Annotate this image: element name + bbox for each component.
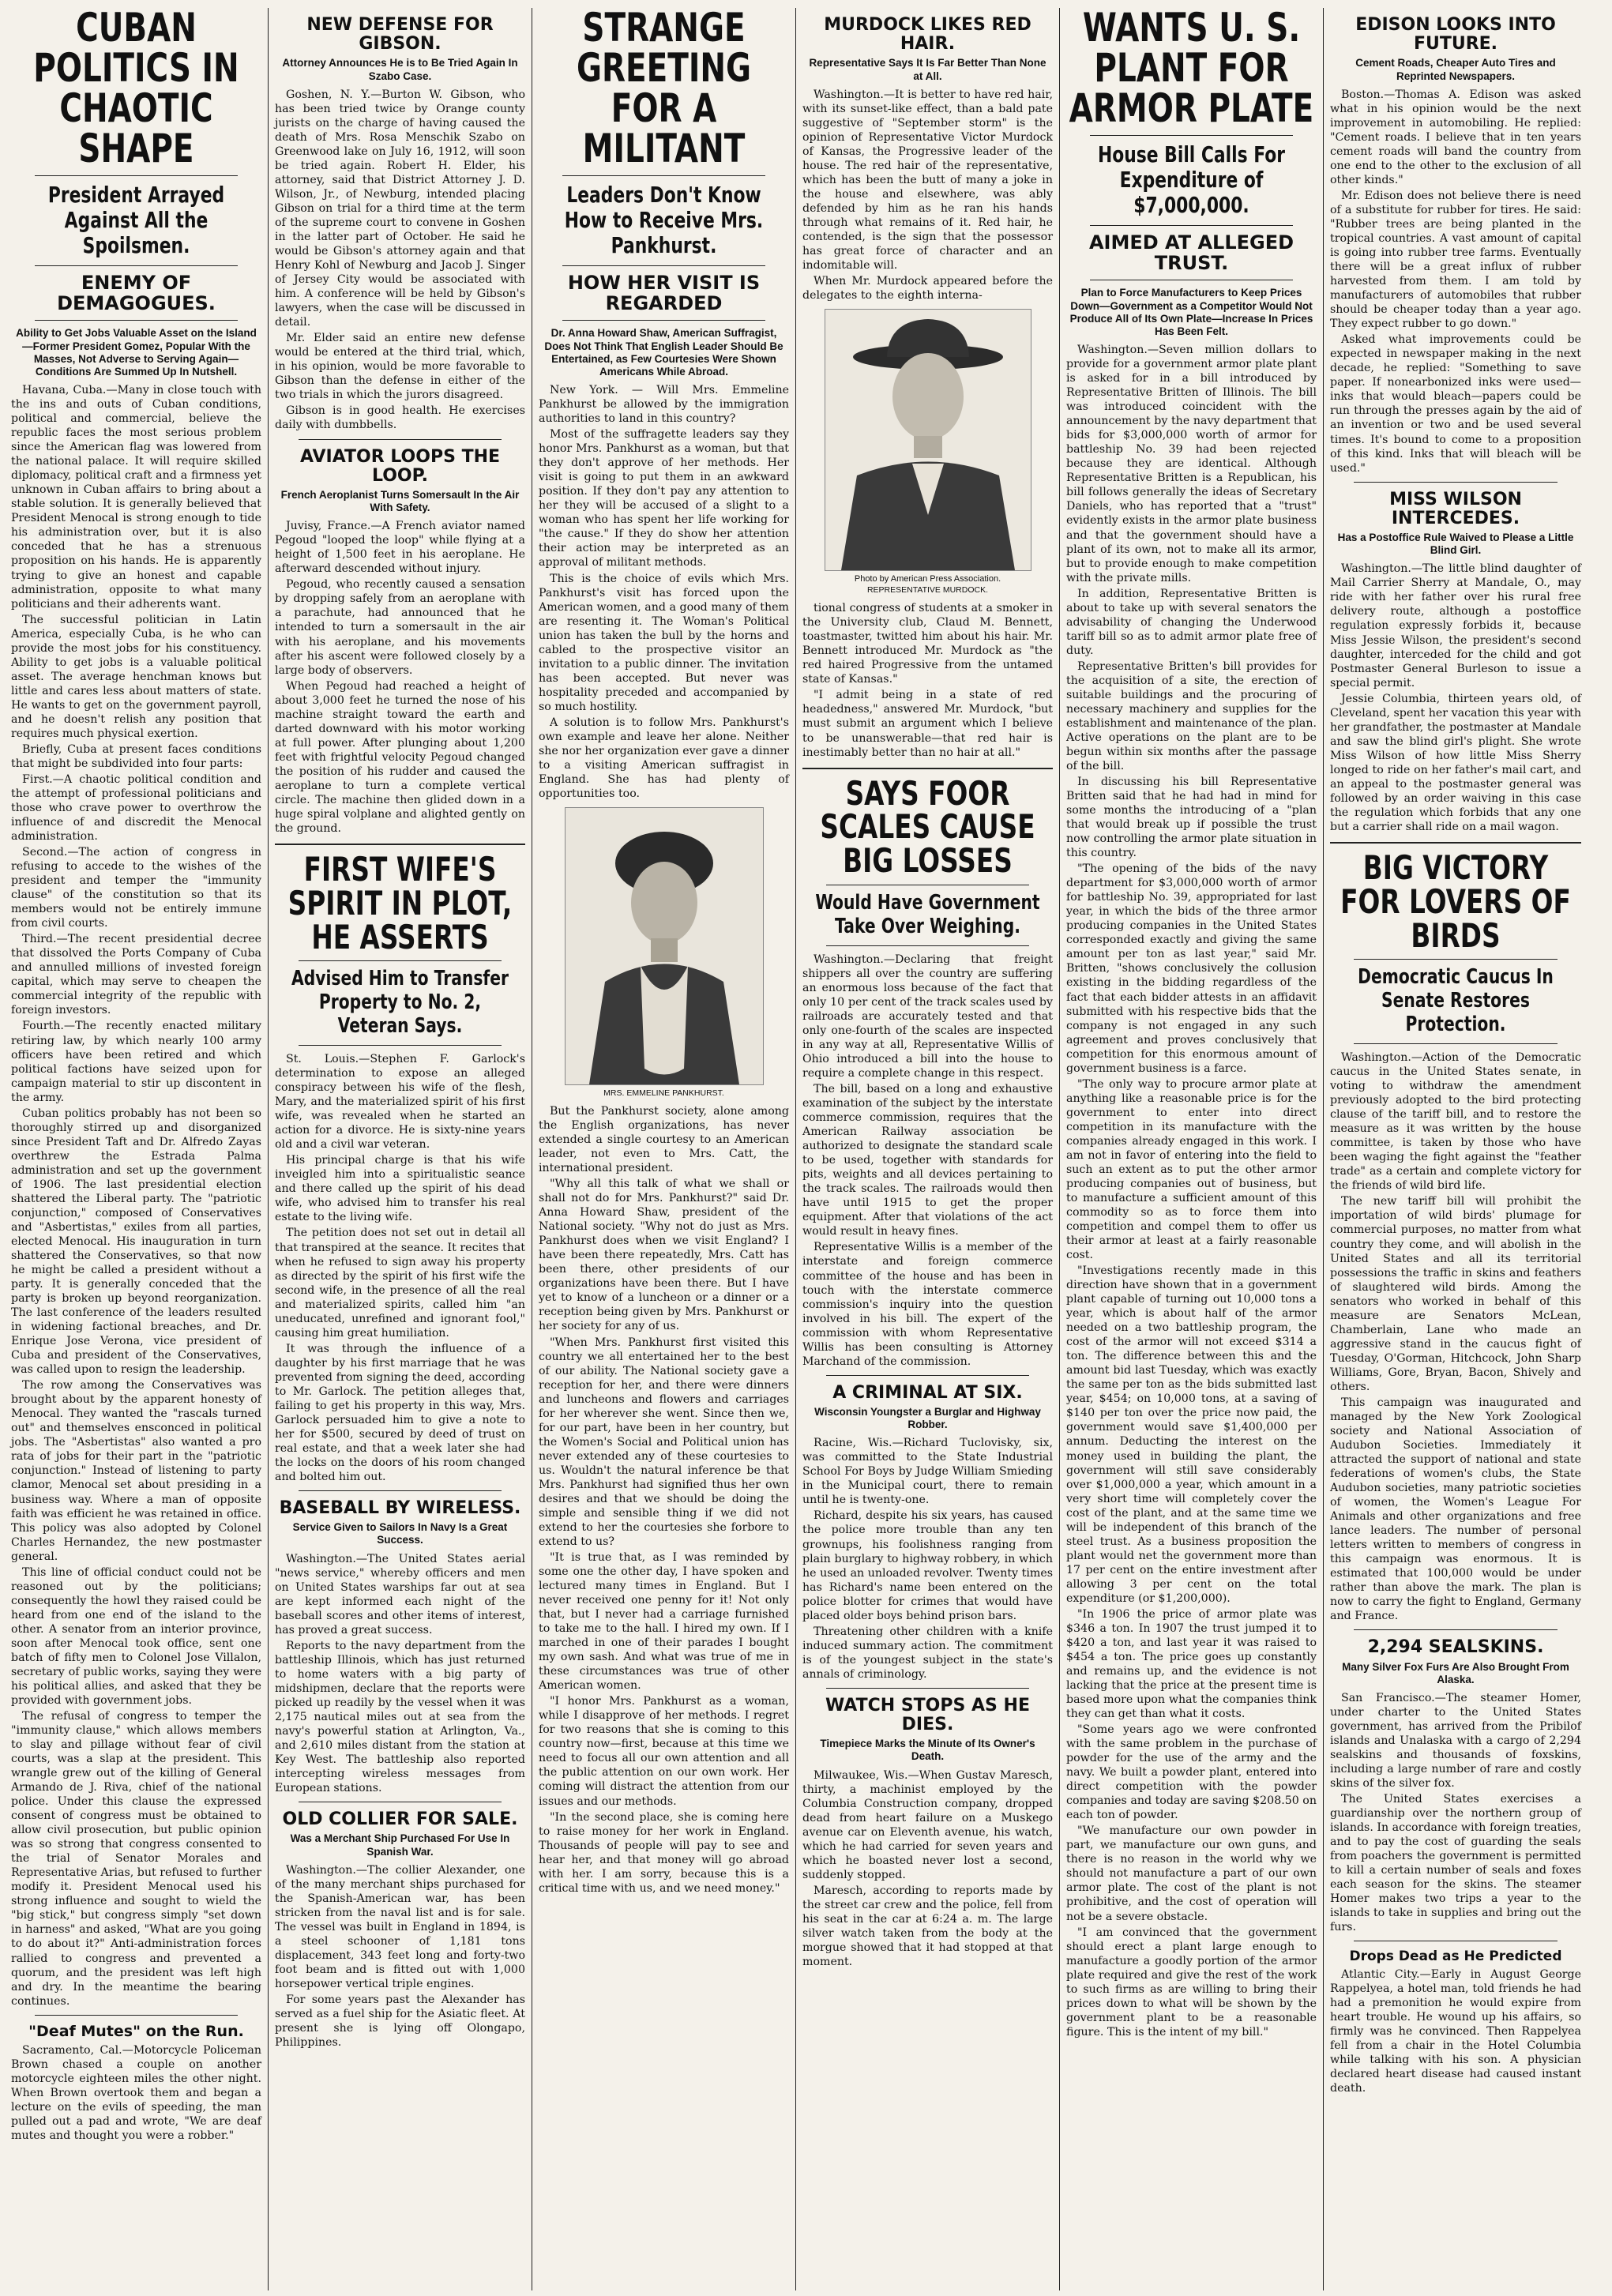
paragraph: Sacramento, Cal.—Motorcycle Policeman Brown chased a couple on another motorcycle eighteen miles the other night. When Brown overtook them and began a lecture on the evils of speeding, the man pulled out a pad and wrote, "We are deaf mutes and thought you were a robber." [11,2043,261,2142]
paragraph: Gibson is in good health. He exercises daily with dumbbells. [275,404,525,432]
paragraph: The petition does not set out in detail all that transpired at the seance. It recites that when he refused to sign away his property as directed by the spirit of his first wife the second wife, in the presence of all the real and materialized spirits, called him "an uneducated, unrefined and ignorant fool," causing him great humiliation. [275,1227,525,1340]
paragraph: A solution is to follow Mrs. Pankhurst's own example and leave her alone. Neither she nor her organization ever gave a dinner to a visiting American suffragist in England. She has had plenty of opportunities too. [539,716,789,800]
paragraph: In discussing his bill Representative Britten said that he had had in mind for some months the introducing of a "plan that would break up if possible the trust now controlling the armor plate situation in this country. [1066,776,1317,860]
subhead-armor-plate: AIMED AT ALLEGED TRUST. [1088,231,1294,274]
paragraph: "It is true that, as I was reminded by some one the other day, I have spoken and lectured many times in England. But I never received one penny for it! Not only that, but I never had a carriage furnished to take me to the hall. I hired my own. If I marched in one of their parades I bought my own sash. And what was true of me in these circumstances was true of other American women. [539,1550,789,1693]
paragraph: It was through the influence of a daughter by his first marriage that he was prevented from signing the deed, according to Mr. Garlock. The petition alleges that, failing to get his property in this way, Mrs. Garlock persuaded him to give a note to her for $500, secured by deed of trust on real estate, and that a week later she had the locks on the doors of his room changed and bolted him out. [275,1342,525,1483]
paragraph: tional congress of students at a smoker in the University club, Claud M. Bennett, toastmaster, twitted him about his hair. Mr. Bennett introduced Mr. Murdock as "the red haired Progressive from the untamed state of Kansas." [802,602,1053,686]
headline-miss-wilson: MISS WILSON INTERCEDES. [1389,489,1522,528]
paragraph: "The only way to procure armor plate at anything like a reasonable price is for the government to enter into direct competition in its manufacture with the companies already engaged in this work. I am not in favor of entering into the field to such an extent as to put the other armor producing companies out of business, but to manufacture a sufficient amount of this commodity so as to force them into competition and compel them to offer us their armor at least at a fairly reasonable cost. [1066,1077,1317,1262]
headline-armor-plate: WANTS U. S. PLANT FOR ARMOR PLATE [1069,8,1314,131]
headline-baseball-wireless: BASEBALL BY WIRELESS. [279,1498,521,1519]
summary-criminal-at-six: Wisconsin Youngster a Burglar and Highway Robber. [814,1405,1041,1431]
headline-drops-dead: Drops Dead as He Predicted [1349,1948,1562,1965]
paragraph: "I am convinced that the government should erect a plant large enough to manufacture a goodly portion of the armor plate required and give the rest of the work to such firms as are willing to bring their prices down to what will be shown by the government plant to be a reasonable figure. This is the intent of my bill." [1066,1926,1317,2039]
paragraph: Cuban politics probably has not been so thoroughly stirred up and disorganized since President Taft and Dr. Alfredo Zayas overthrew the Estrada Palma administration and set up the government of 1906. The last presidential election shattered the Liberal party. The "patriotic conjunction," composed of Conservatives and "Asbertistas," exiles from all parties, elected Menocal. His inauguration in turn shattered the Conservatives, so that now he might be called a president without a party. It is generally conceded that the party is broken up beyond reorganization. The last conference of the leaders resulted in widening factional breaches, and Dr. Enrique Jose Verona, vice president of Cuba and president of the Conservatives, was called upon to resign the leadership. [11,1107,261,1377]
divider [826,1688,1029,1689]
headline-foor-scales: SAYS FOOR SCALES CAUSE BIG LOSSES [820,773,1035,881]
paragraph: This campaign was inaugurated and managed by the New York Zoological society and National Association of Audubon Societies. Immediately it attracted the support of national and state federations of women's clubs, the State Audubon societies, many patriotic societies of women, the Women's League For Animals and other organizations and free lance leaders. The number of personal letters written to members of congress in this campaign was enormous. It is estimated that 100,000 would be under rather than above the mark. The plan is now to carry the fight to England, Germany and France. [1330,1396,1581,1623]
headline-old-collier: OLD COLLIER FOR SALE. [282,1809,518,1830]
headline-sealskins: 2,294 SEALSKINS. [1367,1637,1544,1658]
divider [35,2015,238,2016]
paragraph: The refusal of congress to temper the "immunity clause," which allows members to slay and pillage without fear of civil courts, was a slap at the president. This wrangle grew out of the killing of General Armando de J. Riva, chief of the national police. Under this clause the expressed consent of congress must be obtained to allow civil prosecution, but public opinion was so strong that congress consented to the trial of Senator Morales and Representative Arias, but refused to further modify it. President Menocal used his strong influence and sought to wield the "big stick," but congress simply "set down in harness" and asked, "What are you going to do about it?" Anti-administration forces rallied to congress and prevented a quorum, and the president was left high and dry. In the meantime the bearing continues. [11,1709,262,2008]
divider [562,265,765,266]
paragraph: For some years past the Alexander has served as a fuel ship for the Asiatic fleet. At present she is lying off Olongapo, Philippines. [275,1993,525,2050]
paragraph: "Investigations recently made in this direction have shown that in a government plant capable of turning out 10,000 tons a year, which is about half of the armor needed on a two battleship program, the cost of the armor will not exceed $314 a ton. The difference between this and the amount bid last Tuesday, which was exactly the same per ton as the bids submitted last year, $454; on 10,000 tons, at a saving of $140 per ton over the price now paid, the government would save $1,400,000 per annum. Deducting the interest on the money used in building the plant, the government will still save considerably over $1,000,000 a year, which amount in a very short time will completely cover the cost of the plant, and at the same time we will be independent of this branch of the steel trust. As a business proposition the plant would net the government more than 17 per cent on the entire investment after allowing 3 per cent on the total expenditure (or $1,200,000). [1066,1264,1317,1605]
divider [35,175,238,176]
summary-old-collier: Was a Merchant Ship Purchased For Use In Spanish War. [290,1832,510,1858]
paragraph: Washington.—Declaring that freight shippers all over the country are suffering an enormous loss because of the fact that only 10 per cent of the track scales used by railroads are accurately tested and that only one-fourth of the scales are inspected in any way at all, Representative Willis of Ohio introduced a bill into the house to require a complete change in this respect. [802,953,1053,1080]
paragraph: "In the second place, she is coming here to raise money for her work in England. Thousands of people will pay to see and hear her, and that money will go abroad with her. I am sorry, because this is a critical time with us, and we need money." [539,1810,789,1895]
paragraph: Third.—The recent presidential decree that dissolved the Ports Company of Cuba and annulled millions of invested foreign capital, which may serve to cheapen the commercial integrity of the republic with foreign investors. [11,933,261,1017]
divider [826,1375,1029,1376]
divider [1090,225,1293,226]
headline-aviator: AVIATOR LOOPS THE LOOP. [299,446,501,486]
paragraph: Juvisy, France.—A French aviator named Pegoud "looped the loop" while flying at a height of 1,500 feet in his aeroplane. He afterward descended without injury. [275,520,525,576]
paragraph: Jessie Columbia, thirteen years old, of Cleveland, spent her vacation this year with her grandfather, the postmaster at Mandale and saw the blind girl's plight. She wrote Miss Wilson of how little Miss Sherry longed to ride on her father's mail cart, and an appeal to the postmaster general was followed by an order waiving in this case the regulation which forbids that any one but a carrier shall ride on a mail wagon. [1330,692,1581,833]
paragraph: "I admit being in a state of red headedness," answered Mr. Murdock, "but must submit an argument which I believe to be unanswerable—that red hair is inestimably better than no hair at all." [802,689,1053,759]
paragraph: Havana, Cuba.—Many in close touch with the ins and outs of Cuban conditions, political and commercial, believe the republic faces the most serious problem since the American flag was lowered from the national palace. It will require skilled diplomacy, political craft and a firmness yet unknown in Cuban affairs to bring about a stable solution. It is generally believed that President Menocal is strong enough to tide his administration over, but it is also conceded that he has a strenuous proposition on his hands. He is apparently trying to give an honest and capable administration, opposite to what many politicians and their adherents want. [11,384,261,611]
column-3 [532,8,796,2290]
paragraph: This is the choice of evils which Mrs. Pankhurst's visit has forced upon the American women, and a good many of them are resenting it. The Woman's Political union has taken the bull by the horns and cabled to the prospective visitor an invitation to a public dinner. The invitation has been accepted. But never was hospitality preceded and accompanied by so much hostility. [539,572,789,713]
divider [1354,482,1558,483]
divider [1354,959,1558,960]
divider [299,1490,502,1491]
paragraph: Representative Willis is a member of the interstate and foreign commerce committee of the house and has been in touch with the interstate commerce commission's inquiry into the question involved in his bill. The expert of the commission with whom Representative Willis has been consulting is Attorney Marchand of the commission. [802,1241,1053,1368]
paragraph: Milwaukee, Wis.—When Gustav Maresch, thirty, a machinist employed by the Columbia Construction company, dropped dead from heart failure on a Muskego avenue car on Eleventh avenue, his watch, which he had carried for seven years and which he boasted never lost a second, suddenly stopped. [802,1768,1053,1881]
photo-pankhurst [565,807,764,1085]
photo-caption: MRS. EMMELINE PANKHURST. [603,1088,724,1098]
divider [299,439,502,440]
paragraph: "Some years ago we were confronted with the same problem in the purchase of powder for the use of the army and the navy. We built a powder plant, entered into direct competition with the powder companies and today are saving $208.50 on each ton of powder. [1066,1723,1317,1822]
paragraph: San Francisco.—The steamer Homer, under charter to the United States government, has arrived from the Pribilof islands and Unalaska with a cargo of 2,294 sealskins and thousands of foxskins, including a large number of rare and costly skins of the silver fox. [1330,1691,1581,1791]
headline-edison: EDISON LOOKS INTO FUTURE. [1355,15,1556,54]
paragraph: Reports to the navy department from the battleship Illinois, which has just returned to home waters with a big party of midshipmen, declare that the reports were picked up readily by the vessel when it was 2,175 nautical miles out at sea from the navy's powerful station at Arlington, Va., and 2,610 miles distant from the station at Key West. The battleship also reported intercepting wireless messages from European stations. [275,1639,525,1795]
paragraph: Most of the suffragette leaders say they honor Mrs. Pankhurst as a woman, but that they don't approve of her methods. Her visit is going to put them in an awkward position. If they don't pay any attention to her they will be accused of a slight to a woman who has spent her life working for "the cause." If they do show her attention their action may be interpreted as an approval of militant methods. [539,428,789,569]
paragraph: The United States exercises a guardianship over the northern group of islands. In accordance with foreign treaties, and to pay the cost of guarding the seals from poachers the government is permitted to kill a certain number of seals and foxes each season for the skins. The steamer Homer makes two trips a year to the islands to take in supplies and bring out the furs. [1330,1793,1581,1934]
paragraph: First.—A chaotic political condition and the attempt of professional politicians and those who crave power to overthrow the influence of and discredit the Menocal administration. [11,772,261,844]
subhead-cuban-politics: ENEMY OF DEMAGOGUES. [57,271,216,314]
deck-strange-greeting: Leaders Don't Know How to Receive Mrs. Pankhurst. [564,182,764,259]
deck-cuban-politics: President Arrayed Against All the Spoilsmen. [47,182,225,259]
paragraph: When Mr. Murdock appeared before the delegates to the eighth interna- [802,275,1053,303]
summary-miss-wilson: Has a Postoffice Rule Waived to Please a Little Blind Girl. [1337,531,1574,557]
divider [299,960,502,961]
paragraph: The row among the Conservatives was brought about by the apparent honesty of Menocal. They wanted the "rascals turned out" and themselves ensconced in political jobs. The "Asbertistas" also wanted a pro rata of jobs for their part in the "patriotic conjunction." Instead of listening to party clamor, Menocal set about presiding in a business way. Where a man of opposite faith was efficient he was retained in office. This policy was also adopted by Colonel Charles Hernandez, the new postmaster general. [11,1379,261,1563]
paragraph: Washington.—Seven million dollars to provide for a government armor plate plant is asked for in a bill introduced by Representative Britten of Illinois. The bill was introduced coincident with the announcement by the navy department that bids for $3,000,000 worth of armor for battleship No. 39 had been rejected because they are identical. Although Representative Britten is a Republican, his bill follows generally the ideas of Secretary Daniels, who has reported that a "trust" evidently exists in the armor plate business and that the government should have a plant of its own, not to make all its armor, but to provide enough to make competition with the private mills. [1066,344,1317,584]
paragraph: Fourth.—The recently enacted military retiring law, by which nearly 100 army officers have been retired and which political factions have seized upon for campaign material to stir up discontent in the army. [11,1020,261,1104]
headline-criminal-at-six: A CRIMINAL AT SIX. [832,1382,1023,1403]
headline-lovers-of-birds: BIG VICTORY FOR LOVERS OF BIRDS [1340,847,1571,955]
summary-cuban-politics: Ability to Get Jobs Valuable Asset on the Island—Former President Gomez, Popular With the Masses, Not Adverse to Serving Again—Conditions Are Summed Up In Nutshell. [16,327,257,378]
paragraph: The bill, based on a long and exhaustive examination of the subject by the interstate commerce commission, requires that the American Railway association be authorized to designate the standard scale to be used, together with standards for pits, weights and all devices pertaining to the track scales. The railroads would then have until 1915 to get the proper equipment. After that violations of the act would result in heavy fines. [802,1083,1053,1238]
summary-aviator: French Aeroplanist Turns Somersault In the Air With Safety. [280,488,520,514]
summary-watch-stops: Timepiece Marks the Minute of Its Owner's Death. [820,1738,1035,1763]
paragraph: Threatening other children with a knife induced summary action. The commitment is of the youngest subject in the state's annals of criminology. [802,1625,1053,1681]
paragraph: When Pegoud had reached a height of about 3,000 feet he turned the nose of his machine straight toward the earth and darted downward with his motor working at full power. After plunging about 1,200 feet with frightful velocity Pegoud changed the position of his rudder and caused the aeroplane to turn a complete vertical circle. The machine then glided down in a huge spiral volplane and alighted gently on the ground. [275,679,525,835]
paragraph: Washington.—The United States aerial "news service," whereby officers and men on United States warships far out at sea are kept informed each night of the baseball scores and other items of interest, has proved a great success. [275,1552,525,1637]
summary-gibson: Attorney Announces He is to Be Tried Again In Szabo Case. [282,57,518,82]
paragraph: Atlantic City.—Early in August George Rappelyea, a hotel man, told friends he had had a premonition he would expire from heart trouble. He wound up his affairs, so firmly was he convinced. Then Rappelyea fell from a chair in the Hotel Columbia while talking with his son. A physician declared heart disease had caused instant death. [1330,1968,1581,2095]
paragraph: "When Mrs. Pankhurst first visited this country we all entertained her to the best of our ability. The National society gave a reception for her, and there were dinners and luncheons and flowers and carriages for her wherever she went. Since then we, for our part, have been in her country, but the Women's Social and Political union has never extended any of these courtesies to us. Wouldn't the natural inference be that Mrs. Pankhurst had signified thus her own desires and that we should be doing the simple and sensible thing if we did not extend to her the courtesies she forbore to extend to us? [539,1336,789,1548]
paragraph: Second.—The action of congress in refusing to accede to the wishes of the president and temper the "immunity clause" of the constitution so that its members would not be entirely immune from civil courts. [11,846,261,930]
paragraph: Washington.—The little blind daughter of Mail Carrier Sherry at Mandale, O., may ride with her father over his rural free delivery route, although a postoffice regulation expressly forbids it, because Miss Jessie Wilson, the president's second daughter, interceded for the child and got Postmaster General Burleson to issue a special permit. [1330,562,1581,690]
paragraph: "In 1906 the price of armor plate was $346 a ton. In 1907 the trust jumped it to $420 a ton, and last year it was raised to $454 a ton. The price goes up constantly and remains up, and the evidence is not lacking that the price at the present time is based more upon what the companies think they can get than what it costs. [1066,1607,1317,1721]
paragraph: Pegoud, who recently caused a sensation by dropping safely from an aeroplane with a parachute, had announced that he intended to turn a somersault in the air with his aeroplane, and his movements after his ascent were followed closely by a large body of observers. [275,578,525,677]
paragraph: Representative Britten's bill provides for the acquisition of a site, the erection of suitable buildings and the procuring of necessary machinery and supplies for the establishment and maintenance of the plan. Active operations on the plant are to be begun within six months after the passage of the bill. [1066,659,1317,772]
divider [562,320,765,321]
column-5 [1060,8,1324,2290]
paragraph: Mr. Edison does not believe there is need of a substitute for rubber for tires. He said: "Rubber trees are being planted in the tropical countries. A vast amount of capital is going into rubber tree farms. Eventually there will be a great influx of rubber harvested from them. I am told by manufacturers of automobiles that rubber should be cheaper today than a year ago. They expect rubber to go down." [1330,189,1581,331]
summary-strange-greeting: Dr. Anna Howard Shaw, American Suffragist, Does Not Think That English Leader Should Be Entertained, as Few Courtesies Were Shown Americans While Abroad. [544,327,783,378]
column-4 [796,8,1060,2290]
deck-armor-plate: House Bill Calls For Expenditure of $7,000,000. [1097,141,1286,219]
paragraph: Boston.—Thomas A. Edison was asked what in his opinion would be the next improvement in automobiling. He replied: "Cement roads. I believe that in ten years cement roads will band the country from one end to the other to the exclusion of all other kinds." [1330,88,1581,186]
paragraph: St. Louis.—Stephen F. Garlock's determination to expose an alleged conspiracy between his wife of the flesh, Mary, and the materialized spirit of his first wife, was revealed when he started an action for a divorce. He is sixty-nine years old and a civil war veteran. [275,1053,525,1152]
deck-lovers-of-birds: Democratic Caucus In Senate Restores Protection. [1358,965,1554,1037]
column-6 [1324,8,1588,2290]
divider [1354,1043,1558,1044]
paragraph: Goshen, N. Y.—Burton W. Gibson, who has been tried twice by Orange county jurists on the charge of having caused the death of Mrs. Rosa Menschik Szabo on Greenwood lake on July 16, 1912, will soon be tried again. Robert H. Elder, his attorney, said that District Attorney J. D. Wilson, Jr., of Newburg, intended placing Gibson on trial for a third time at the term of the supreme court to convene in Goshen in the latter part of October. He said he would be Gibson's attorney again and that Henry Kohl of Newburg and Jacob J. Singer of Jersey City would be associated with him. A conference will be held by Gibson's lawyers, when the case will be discussed in detail. [275,88,525,329]
photo-caption: REPRESENTATIVE MURDOCK. [866,585,989,596]
paragraph: Briefly, Cuba at present faces conditions that might be subdivided into four parts: [11,742,261,770]
paragraph: "Why all this talk of what we shall or shall not do for Mrs. Pankhurst?" said Dr. Anna Howard Shaw, president of the National society. "Why not do just as Mrs. Pankhurst does when we visit England? I have been there repeatedly, Mrs. Catt has been there, other presidents of our organizations have been there. But I have yet to know of a luncheon or a dinner or a reception being given by Mrs. Pankhurst or her society for any of us. [539,1178,789,1333]
paragraph: This line of official conduct could not be reasoned out by the politicians; consequently the howl they raised could be heard from one end of the island to the other. A senator from an interior province, soon after Menocal took office, sent one batch of fifty men to Colonel Jose Villalon, secretary of public works, saying they were his political allies, and asked that they be provided with government jobs. [11,1565,261,1707]
paragraph: "I honor Mrs. Pankhurst as a woman, while I disapprove of her methods. I regret for two reasons that she is coming to this country now—first, because at this time we need to focus all our own attention and all the public attention on our own work. Her coming will distract the attention from our issues and our methods. [539,1695,789,1808]
headline-first-wife: FIRST WIFE'S SPIRIT IN PLOT, HE ASSERTS [287,849,513,956]
paragraph: Washington.—Action of the Democratic caucus in the United States senate, in voting to withdraw the amendment previously adopted to the bird protecting clause of the tariff bill, and to restore the measure as it was written by the house committee, is taken by those who have been waging the fight against the "feather trade" as a certain and complete victory for the friends of wild bird life. [1330,1051,1581,1193]
photo-credit: Photo by American Press Association. [854,574,1001,584]
paragraph: Racine, Wis.—Richard Tuclovisky, six, was committed to the State Industrial School For Boys by Judge William Smieding in the Municipal court, there to remain until he is twenty-one. [802,1437,1053,1507]
article-body-cuban-politics [11,383,261,2009]
divider [562,175,765,176]
headline-deaf-mutes: "Deaf Mutes" on the Run. [28,2022,244,2040]
headline-watch-stops: WATCH STOPS AS HE DIES. [825,1695,1030,1735]
paragraph: "We manufacture our own powder in part, we manufacture our own guns, and there is no reason in the world why we should not manufacture a part of our own armor plate. The cost of the plant is not prohibitive, and the cost of operation will not be a severe obstacle. [1066,1824,1317,1923]
divider [35,320,238,321]
paragraph: But the Pankhurst society, alone among the English organizations, has never extended a single courtesy to an American leader, not even to Mrs. Catt, the international president. [539,1105,789,1175]
paragraph: "The opening of the bids of the navy department for $3,000,000 worth of armor for battleship No. 39, appropriated for last year, in which the bids of the three armor producing companies in the United States corresponded exactly and giving the same amount per ton as last year," said Mr. Britten, "shows conclusively the collusion existing in the bidding regardless of the fact that each bidder attests in an affidavit submitted with his respective bids that the company is not engaged in any such agreement and proves conclusively that competition for this enormous amount of government business is a farce. [1066,862,1317,1075]
paragraph: Washington.—The collier Alexander, one of the many merchant ships purchased for the Spanish-American war, has been stricken from the naval list and is for sale. The vessel was built in England in 1894, is a steel schooner of 1,181 tons displacement, 343 feet long and forty-two foot beam and is fitted out with 1,000 horsepower vertical triple engines. [275,1863,525,1990]
paragraph: The new tariff bill will prohibit the importation of wild birds' plumage for commercial purposes, no matter from what country they come, and will abolish in the United States and all its territorial possessions the traffic in skins and feathers of slaughtered wild birds. Among the senators who worked in behalf of this measure are Senators McLean, Chamberlain, Lane who made an aggressive stand in the caucus fight of Tuesday, O'Gorman, Hitchcock, John Sharp Williams, Gore, Bryan, Bacon, Shively and others. [1330,1195,1581,1393]
divider [1354,1629,1558,1630]
deck-first-wife: Advised Him to Transfer Property to No. 2, Veteran Says. [291,967,509,1039]
paragraph: Asked what improvements could be expected in newspaper making in the next decade, he replied: "Something to save paper. If nonearbonized inks were used—inks that would bleach—papers could be run through the presses again by the aid of an invention or two and be used several times. It's bound to come to a proposition of this kind. Inks that will bleach will be used." [1330,333,1581,475]
summary-sealskins: Many Silver Fox Furs Are Also Brought From Alaska. [1342,1660,1569,1685]
headline-strange-greeting: STRANGE GREETING FOR A MILITANT [576,8,752,171]
photo-murdock [825,309,1031,571]
subhead-strange-greeting: HOW HER VISIT IS REGARDED [567,271,761,314]
divider [802,768,1053,769]
summary-murdock: Representative Says It Is Far Better Than None at All. [809,57,1046,82]
paragraph: His principal charge is that his wife inveigled him into a spiritualistic seance and there called up the spirit of his dead wife, who advised him to transfer his real estate to the living wife. [275,1154,525,1224]
paragraph: Richard, despite his six years, has caused the police more trouble than any ten grownups, his foolishness ranging from plain burglary to highway robbery, in which he used an unloaded revolver. Twenty times has Richard's name been entered on the police blotter for crimes that would have placed older boys behind prison bars. [802,1509,1053,1622]
paragraph: Maresch, according to reports made by the street car crew and the police, fell from his seat in the car at 6:24 a. m. The large silver watch taken from the body at the morgue showed that it had stopped at that moment. [802,1884,1053,1968]
headline-cuban-politics: CUBAN POLITICS IN CHAOTIC SHAPE [33,8,239,171]
portrait-silhouette-icon [566,808,763,1084]
summary-edison: Cement Roads, Cheaper Auto Tires and Reprinted Newspapers. [1355,57,1556,82]
paragraph: New York. — Will Mrs. Emmeline Pankhurst be allowed by the immigration authorities to land in this country? [539,384,789,426]
paragraph: The successful politician in Latin America, especially Cuba, is he who can provide the most jobs for his constituency. Ability to get jobs is a valuable political asset. The average henchman knows but little and cares less about matters of state. He wants to get on the government payroll, and he doesn't relish any position that requires much physical exertion. [11,613,261,740]
divider [1330,842,1581,844]
divider [275,844,525,845]
headline-gibson: NEW DEFENSE FOR GIBSON. [306,15,494,54]
deck-foor-scales: Would Have Government Take Over Weighing. [815,891,1040,938]
column-1 [5,8,269,2290]
divider [826,945,1029,946]
headline-murdock: MURDOCK LIKES RED HAIR. [824,15,1031,54]
summary-armor-plate: Plan to Force Manufacturers to Keep Prices Down—Government as a Competitor Would Not Produce All of Its Own Plate—Increase In Prices Has Been Felt. [1069,287,1313,337]
column-2 [269,8,532,2290]
divider [1090,135,1293,136]
portrait-silhouette-icon [825,310,1031,570]
divider [299,1045,502,1046]
paragraph: In addition, Representative Britten is about to take up with several senators the advisability of changing the Underwood tariff bill so as to admit armor plate free of duty. [1066,587,1317,657]
paragraph: Washington.—It is better to have red hair, with its sunset-like effect, than a bald pate suggestive of "September storm" is the opinion of Representative Victor Murdock of Kansas, the Progressive leader of the house. The red hair of the representative, which has been the butt of many a joke in the house and elsewhere, was ably defended by him as he ran his hands through what remains of it. Red hair, he contended, is the sign that the possessor has great force of character and an indomitable will. [802,88,1053,272]
divider [35,265,238,266]
summary-baseball-wireless: Service Given to Sailors In Navy Is a Great Success. [292,1521,508,1546]
paragraph: Mr. Elder said an entire new defense would be entered at the third trial, which, in his opinion, would be more favorable to Gibson than the defense in either of the two trials in which the jurors disagreed. [275,332,525,402]
